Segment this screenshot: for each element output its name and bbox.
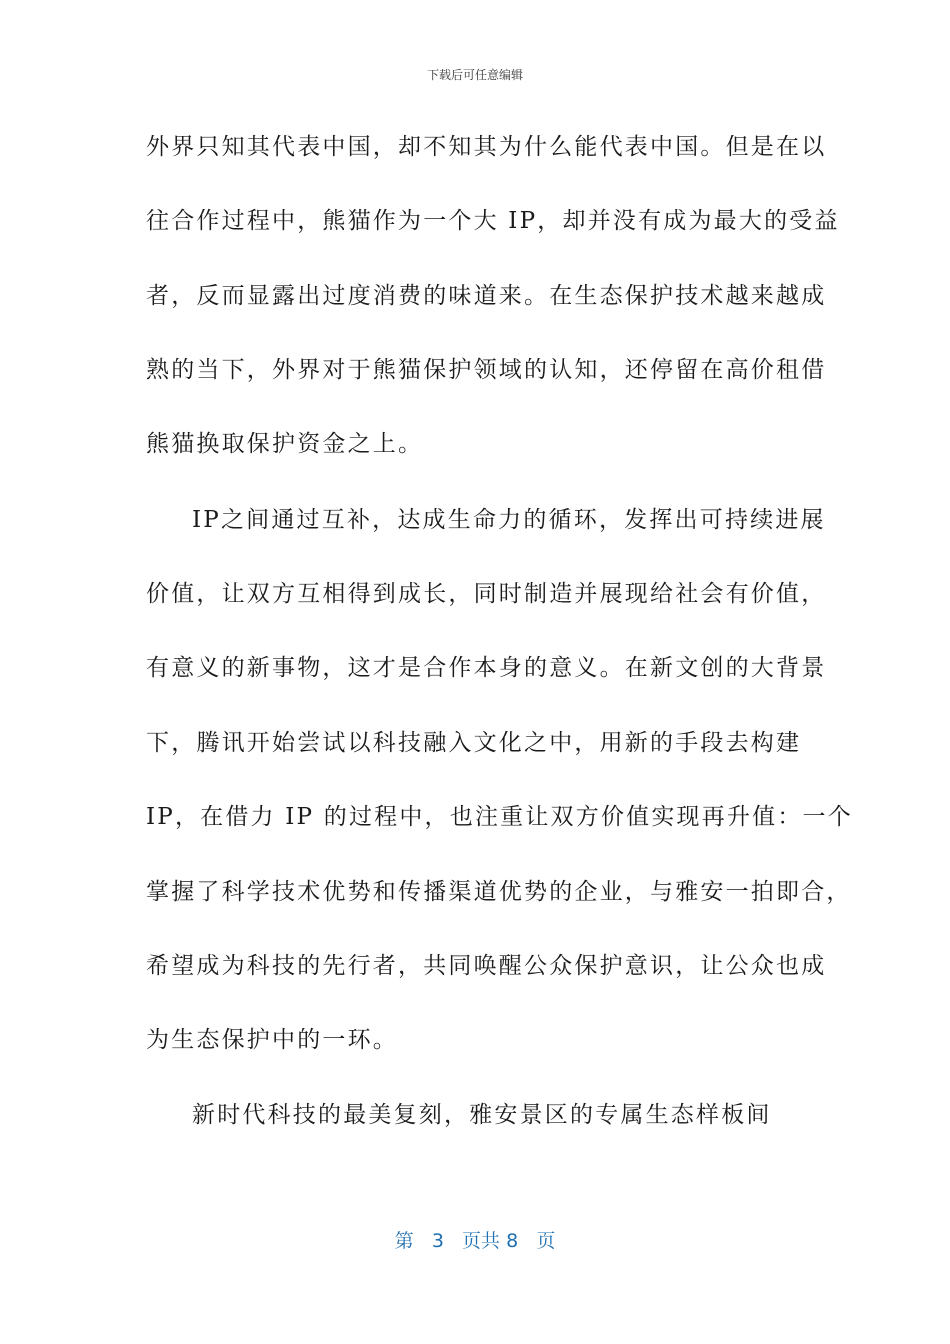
footer-suffix: 页 (536, 1230, 556, 1252)
body-line-7: 价值，让双方互相得到成长，同时制造并展现给社会有价值， (146, 581, 827, 607)
body-line-6: IP之间通过互补，达成生命力的循环，发挥出可持续进展 (192, 507, 826, 533)
body-line-11: 掌握了科学技术优势和传播渠道优势的企业，与雅安一拍即合， (146, 879, 852, 905)
body-line-8: 有意义的新事物，这才是合作本身的意义。在新文创的大背景 (146, 655, 827, 681)
page-number-footer (0, 1226, 950, 1253)
body-line-9: 下，腾讯开始尝试以科技融入文化之中，用新的手段去构建 (146, 730, 802, 756)
footer-prefix: 第 (394, 1230, 414, 1252)
footer-middle: 页共 (462, 1230, 501, 1252)
body-line-13: 为生态保护中的一环。 (146, 1027, 398, 1053)
body-line-5: 熊猫换取保护资金之上。 (146, 431, 424, 457)
footer-current-page: 3 (431, 1230, 444, 1252)
body-line-12: 希望成为科技的先行者，共同唤醒公众保护意识，让公众也成 (146, 953, 827, 979)
body-line-3: 者，反而显露出过度消费的味道来。在生态保护技术越来越成 (146, 283, 827, 309)
header-note: 下载后可任意编辑 (426, 68, 523, 82)
footer-total-pages: 8 (506, 1230, 519, 1252)
body-line-4: 熟的当下，外界对于熊猫保护领域的认知，还停留在高价租借 (146, 357, 827, 383)
body-line-10: IP，在借力 IP 的过程中，也注重让双方价值实现再升值：一个 (146, 804, 853, 830)
body-line-1: 外界只知其代表中国，却不知其为什么能代表中国。但是在以 (146, 134, 827, 160)
section-heading: 新时代科技的最美复刻，雅安景区的专属生态样板间 (192, 1102, 772, 1128)
body-line-2: 往合作过程中，熊猫作为一个大 IP，却并没有成为最大的受益 (146, 208, 840, 234)
